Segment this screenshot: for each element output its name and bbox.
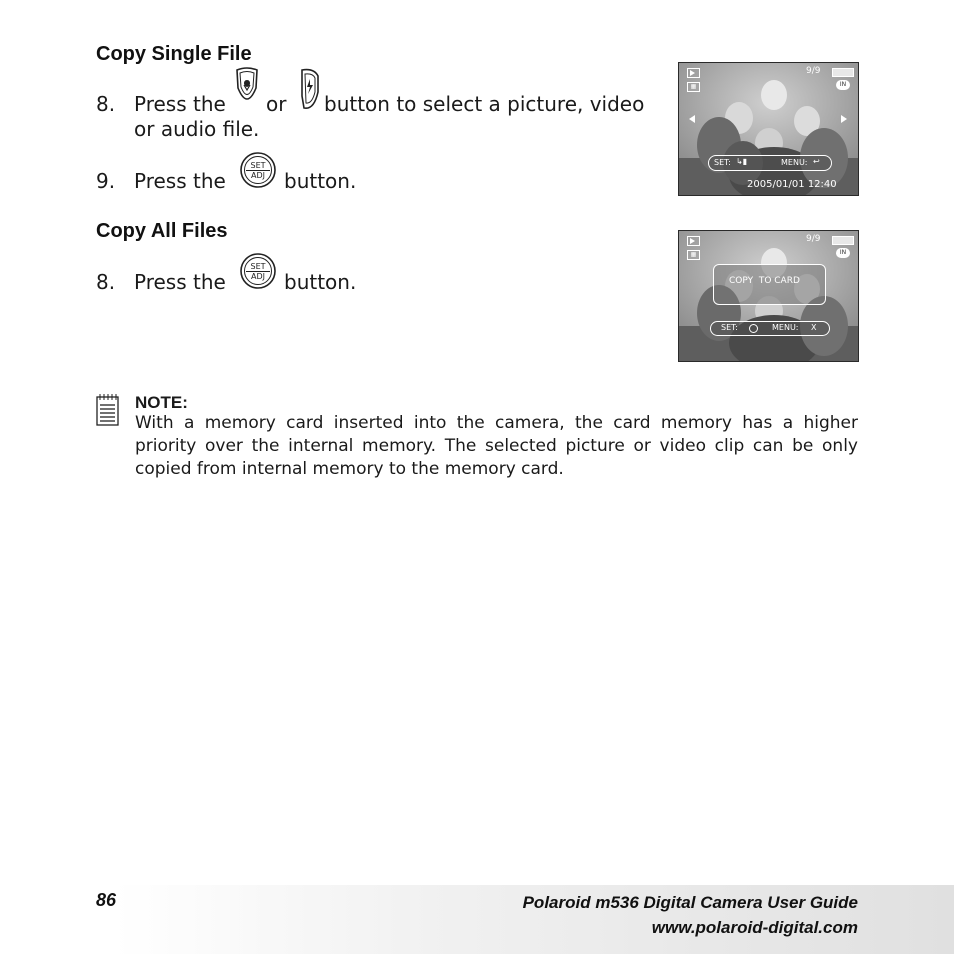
internal-memory-badge: IN (836, 80, 850, 90)
copy-arrow-icon: ↳▮ (736, 157, 748, 166)
page-footer (0, 885, 954, 954)
note-title: NOTE: (135, 393, 188, 412)
step-text-press: Press the (134, 92, 226, 116)
play-triangle-icon (690, 70, 695, 76)
menu-label: MENU: (781, 158, 808, 167)
family-photo (679, 63, 858, 195)
battery-icon (832, 236, 854, 245)
date-time-stamp: 2005/01/01 12:40 (747, 179, 837, 190)
camera-lcd-screenshot-all (678, 230, 859, 362)
battery-icon (832, 68, 854, 77)
vga-icon: ▦ (687, 82, 700, 92)
flash-down-button-icon (294, 66, 324, 120)
play-triangle-icon (690, 238, 695, 244)
step-text-rest: button to select a picture, video (324, 92, 645, 116)
copy-to-card-dialog (713, 264, 826, 305)
svg-text:SET: SET (250, 161, 266, 170)
step-number: 8. (96, 270, 116, 294)
vga-icon: ▦ (687, 250, 700, 260)
return-icon: ↩ (813, 157, 820, 166)
set-adj-button-icon (239, 252, 277, 296)
step-text-after: button. (284, 169, 357, 193)
step-text-press: Press the (134, 270, 226, 294)
page-number: 86 (96, 890, 117, 910)
svg-text:ADJ: ADJ (251, 171, 265, 180)
footer-title: Polaroid m536 Digital Camera User Guide (522, 893, 858, 912)
image-counter: 9/9 (806, 66, 821, 76)
step-text-or: or (266, 92, 287, 116)
svg-text:ADJ: ADJ (251, 272, 265, 281)
menu-value: X (811, 323, 817, 332)
step-text-after: button. (284, 270, 357, 294)
camera-lcd-screenshot-single (678, 62, 859, 196)
section-heading-copy-single-file: Copy Single File (96, 43, 252, 65)
section-heading-copy-all-files: Copy All Files (96, 220, 228, 242)
set-adj-button-icon (239, 151, 277, 195)
circle-icon (749, 324, 758, 333)
svg-text:SET: SET (250, 262, 266, 271)
footer-url: www.polaroid-digital.com (651, 918, 858, 937)
set-label: SET: (714, 158, 731, 167)
set-label: SET: (721, 323, 738, 332)
step-text-line2: or audio file. (134, 117, 260, 141)
note-pad-icon (95, 393, 121, 431)
dialog-text: COPY TO CARD (729, 276, 800, 286)
left-arrow-icon (689, 115, 695, 123)
step-number: 8. (96, 92, 116, 116)
menu-label: MENU: (772, 323, 799, 332)
internal-memory-badge: IN (836, 248, 850, 258)
note-body: With a memory card inserted into the camera, the card memory has a higher priority over the internal memory. The selected picture or video clip can be only copied from internal memory to the memory card. (135, 413, 858, 479)
step-number: 9. (96, 169, 116, 193)
right-arrow-icon (841, 115, 847, 123)
osd-instruction-bar (710, 321, 830, 336)
macro-up-button-icon (232, 66, 262, 120)
osd-instruction-bar (708, 155, 832, 171)
step-text-press: Press the (134, 169, 226, 193)
image-counter: 9/9 (806, 234, 821, 244)
